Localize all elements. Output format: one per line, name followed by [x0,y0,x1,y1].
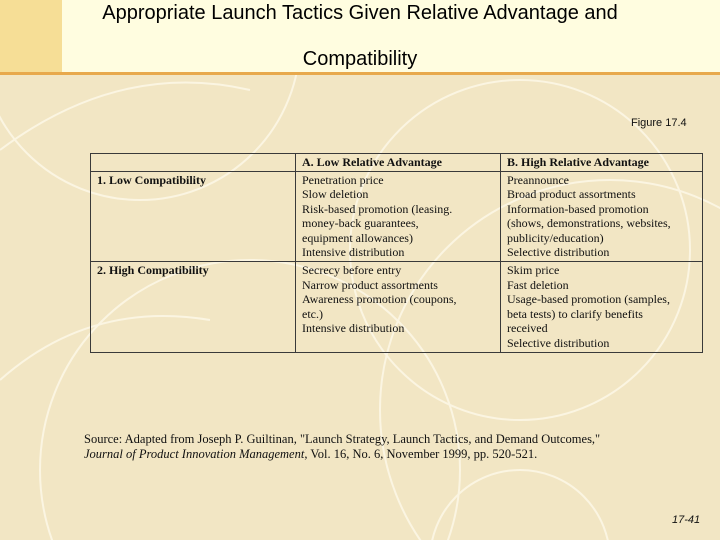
title-line-2: Compatibility [302,48,418,70]
cell-line: Usage-based promotion (samples, [507,292,670,307]
source-details: , Vol. 16, No. 6, November 1999, pp. 520-521. [304,447,538,461]
cell-line: money-back guarantees, [302,216,419,230]
source-line-1: Source: Adapted from Joseph P. Guiltinan, "Launch Strategy, Launch Tactics, and Demand Outcomes," [84,432,601,446]
table-header-cell-high-advantage: B. High Relative Advantage [501,154,703,172]
cell-line: Intensive distribution [302,245,405,259]
cell-line: Secrecy before entry [302,263,402,278]
title-line-1: Appropriate Launch Tactics Given Relative Advantage and [102,2,618,24]
page-number: 17-41 [672,514,701,526]
cell-line: equipment allowances) [302,230,413,245]
cell-line: Broad product assortments [507,187,636,201]
table-row [91,262,703,353]
cell-line: etc.) [302,306,323,321]
slide-title [0,0,720,72]
table-cell [296,262,501,353]
cell-line: Intensive distribution [302,321,405,336]
cell-line: Slow deletion [302,187,369,201]
source-citation [84,432,684,462]
table-header-cell-low-advantage: A. Low Relative Advantage [296,154,501,172]
cell-line: publicity/education) [507,230,604,245]
row-label-high-compatibility: 2. High Compatibility [91,262,296,353]
table-cell [501,171,703,262]
table-row [91,171,703,262]
cell-line: Selective distribution [507,335,610,350]
cell-line: Fast deletion [507,277,569,292]
table-header-row [91,154,703,172]
table-cell [296,171,501,262]
launch-tactics-table [90,153,703,353]
cell-line: beta tests) to clarify benefits [507,306,643,321]
journal-title: Journal of Product Innovation Management [84,447,305,461]
cell-line: Selective distribution [507,245,610,259]
cell-line: Narrow product assortments [302,277,438,292]
cell-line: Skim price [507,263,560,278]
cell-line: Information-based promotion [507,201,649,216]
source-line-2 [84,447,684,462]
row-label-low-compatibility: 1. Low Compatibility [91,171,296,262]
figure-label: Figure 17.4 [631,117,687,129]
cell-line: received [507,321,548,336]
cell-line: Risk-based promotion (leasing. [302,201,453,216]
cell-line: Penetration price [302,172,384,187]
table-header-cell-corner [91,154,296,172]
table-cell [501,262,703,353]
cell-line: (shows, demonstrations, websites, [507,216,671,230]
cell-line: Awareness promotion (coupons, [302,292,457,307]
cell-line: Preannounce [507,172,569,187]
